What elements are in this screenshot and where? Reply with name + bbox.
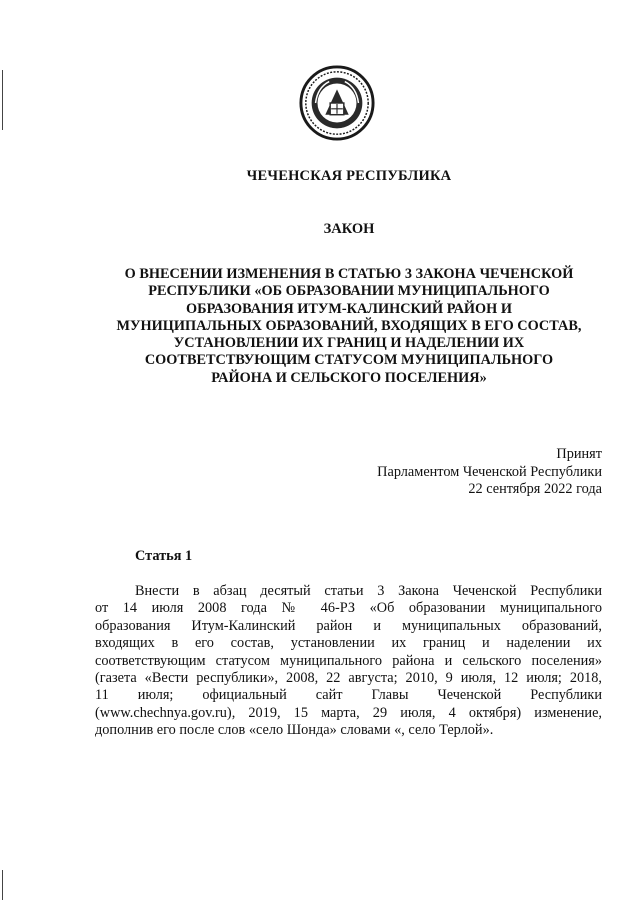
law-title	[96, 266, 602, 387]
article-heading: Статья 1	[135, 548, 193, 564]
adoption-status: Принят	[556, 446, 602, 462]
body-line: соответствующим статусом муниципального района и сельского поселения»	[95, 652, 602, 669]
title-line: РЕСПУБЛИКИ «ОБ ОБРАЗОВАНИИ МУНИЦИПАЛЬНОГО	[148, 283, 550, 300]
body-line: образования Итум-Калинский район и муниципальных образований,	[95, 617, 602, 634]
article-body	[95, 583, 602, 740]
adoption-block	[377, 446, 602, 499]
scan-margin-mark	[2, 70, 3, 130]
body-line: дополнив его после слов «село Шонда» словами «, село Терлой».	[95, 722, 494, 739]
title-line: О ВНЕСЕНИИ ИЗМЕНЕНИЯ В СТАТЬЮ 3 ЗАКОНА ЧЕЧЕНСКОЙ	[124, 266, 574, 282]
republic-heading: ЧЕЧЕНСКАЯ РЕСПУБЛИКА	[246, 168, 452, 184]
body-line: 11 июля; официальный сайт Главы Чеченской Республики	[95, 687, 602, 704]
title-line: УСТАНОВЛЕНИИ ИХ ГРАНИЦ И НАДЕЛЕНИИ ИХ	[173, 335, 525, 352]
coat-of-arms-icon	[298, 64, 376, 142]
document-type: ЗАКОН	[323, 221, 375, 237]
title-line: МУНИЦИПАЛЬНЫХ ОБРАЗОВАНИЙ, ВХОДЯЩИХ В ЕГО СОСТАВ,	[116, 317, 582, 334]
title-line: СООТВЕТСТВУЮЩИМ СТАТУСОМ МУНИЦИПАЛЬНОГО	[144, 352, 554, 369]
scan-margin-mark	[2, 870, 3, 900]
body-line: (www.chechnya.gov.ru), 2019, 15 марта, 29 июля, 4 октября) изменение,	[95, 704, 602, 721]
adoption-body: Парламентом Чеченской Республики	[377, 463, 602, 480]
body-line: (газета «Вести республики», 2008, 22 августа; 2010, 9 июля, 12 июля; 2018,	[95, 669, 602, 686]
adoption-date: 22 сентября 2022 года	[468, 481, 602, 497]
title-line: РАЙОНА И СЕЛЬСКОГО ПОСЕЛЕНИЯ»	[211, 369, 487, 386]
body-line: входящих в его состав, установлении их границ и наделении их	[95, 635, 602, 652]
title-line: ОБРАЗОВАНИЯ ИТУМ-КАЛИНСКИЙ РАЙОН И	[186, 300, 512, 317]
body-line: от 14 июля 2008 года № 46-РЗ «Об образовании муниципального	[95, 600, 602, 617]
body-line: Внести в абзац десятый статьи 3 Закона Чеченской Республики	[135, 583, 602, 599]
